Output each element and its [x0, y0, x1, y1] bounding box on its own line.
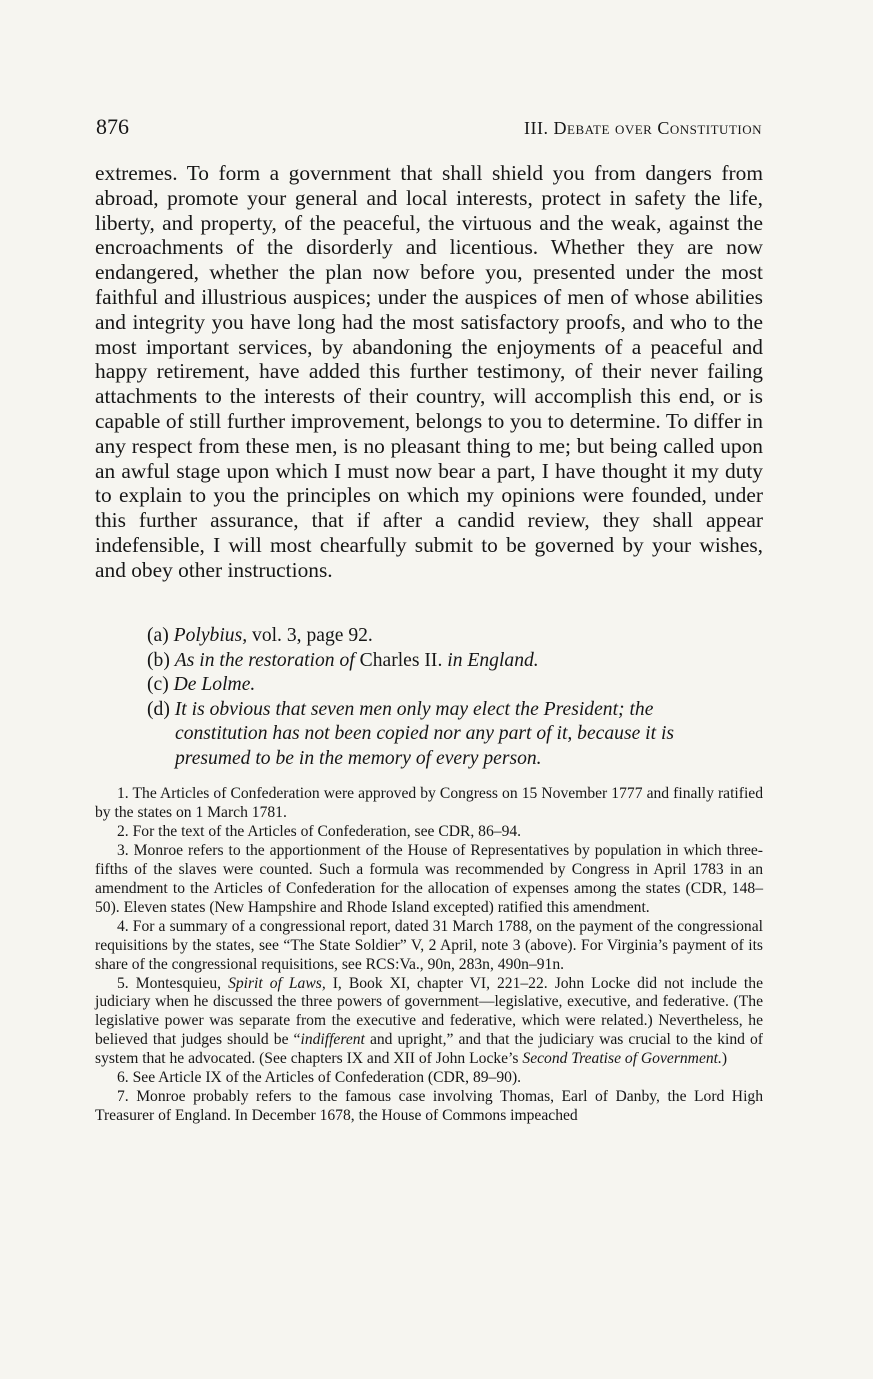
note-marker: (b) — [147, 649, 170, 671]
author-note-d — [147, 698, 747, 772]
editorial-footnotes — [95, 785, 763, 1126]
fn5-text-b: I, Book XI, chapter VI, 221–22. John Locke did not include the judiciary when he discussed the three powers of government—legislative, executive, and federative. (The legislative power was separate from the executive and federative, which were related.) Nevertheless, he believed that judges should be “ — [95, 974, 763, 1049]
author-note-c — [147, 673, 747, 698]
author-notes — [147, 624, 747, 771]
footnote-7: 7. Monroe probably refers to the famous case involving Thomas, Earl of Danby, the Lord High Treasurer of England. In December 1678, the House of Commons impeached — [95, 1088, 763, 1125]
author-note-a — [147, 624, 747, 649]
footnote-5 — [95, 975, 763, 1070]
footnote-4: 4. For a summary of a congressional report, dated 31 March 1788, on the payment of the congressional requisitions by the states, see “The State Soldier” V, 2 April, note 3 (above). For Virginia’s payment of its share of the congressional requisitions, see RCS:Va., 90n, 283n, 490n–91n. — [95, 917, 763, 973]
running-head — [524, 118, 762, 139]
page-header — [96, 114, 762, 144]
running-head-title: Debate over Constitution — [553, 118, 762, 138]
note-italic: It is obvious that seven men only may elect the President; the constitution has not been copied nor any part of it, because it is presumed to be in the memory of every person. — [174, 698, 675, 769]
footnote-1: 1. The Articles of Confederation were approved by Congress on 15 November 1777 and finally ratified by the states on 1 March 1781. — [95, 785, 763, 821]
fn5-text-c: and upright,” and that the judiciary was crucial to the kind of system that he advocated. (See chapters IX and XII of John Locke’s — [95, 1031, 763, 1068]
note-marker: (a) — [147, 625, 169, 646]
body-paragraph: extremes. To form a government that shall shield you from dangers from abroad, promote your general and local interests, protect in safety the life, liberty, and property, of the peaceful, the virtuous and the weak, against the encroachments of the disorderly and licentious. Whether they are now endangered, whether the plan now before you, presented under the most faithful and illustrious auspices; under the auspices of men of whose abilities and integrity you have long had the most satisfactory proofs, and who to the most important services, by abandoning the enjoyments of a peaceful and happy retirement, have added this further testimony, of their never failing attachments to the interests of their country, will accomplish this end, or is capable of still further improvement, belongs to you to determine. To differ in any respect from these men, is no pleasant thing to me; but being called upon an awful stage upon which I must now bear a part, I have thought it my duty to explain to you the principles on which my opinions were founded, under this further assurance, that if after a candid review, they shall appear indefensible, I will most chearfully submit to be governed by your wishes, and obey other instructions. — [95, 161, 763, 582]
note-italic: De Lolme. — [173, 674, 256, 695]
note-marker: (d) — [147, 698, 170, 720]
note-roman: Charles II. — [354, 649, 448, 671]
page-number: 876 — [96, 114, 129, 139]
footnote-3: 3. Monroe refers to the apportionment of the House of Representatives by population in which three-fifths of the slaves were counted. Such a formula was recommended by Congress in April 1783 in an amendment to the Articles of Confederation for the allocation of expenses among the states (CDR, 148–50). Eleven states (New Hampshire and Rhode Island excepted) ratified this amendment. — [95, 841, 763, 916]
footnote-2: 2. For the text of the Articles of Confederation, see CDR, 86–94. — [117, 822, 522, 840]
running-head-numeral: III. — [524, 118, 549, 138]
fn5-text-a: 5. Montesquieu, — [117, 974, 229, 992]
fn5-italic-indifferent: indifferent — [300, 1031, 365, 1049]
note-italic: Polybius, — [173, 625, 248, 646]
author-note-b — [147, 649, 747, 674]
note-italic: As in the restoration of — [174, 649, 355, 671]
note-roman: vol. 3, page 92. — [247, 625, 373, 646]
note-marker: (c) — [147, 674, 169, 695]
fn5-text-d: ) — [721, 1050, 728, 1068]
fn5-title-second-treatise: Second Treatise of Government. — [522, 1050, 722, 1068]
fn5-title-spirit-of-laws: Spirit of Laws, — [228, 974, 326, 992]
note-italic-end: in England. — [447, 649, 539, 671]
footnote-6: 6. See Article IX of the Articles of Confederation (CDR, 89–90). — [117, 1069, 522, 1087]
body-text — [95, 161, 763, 583]
